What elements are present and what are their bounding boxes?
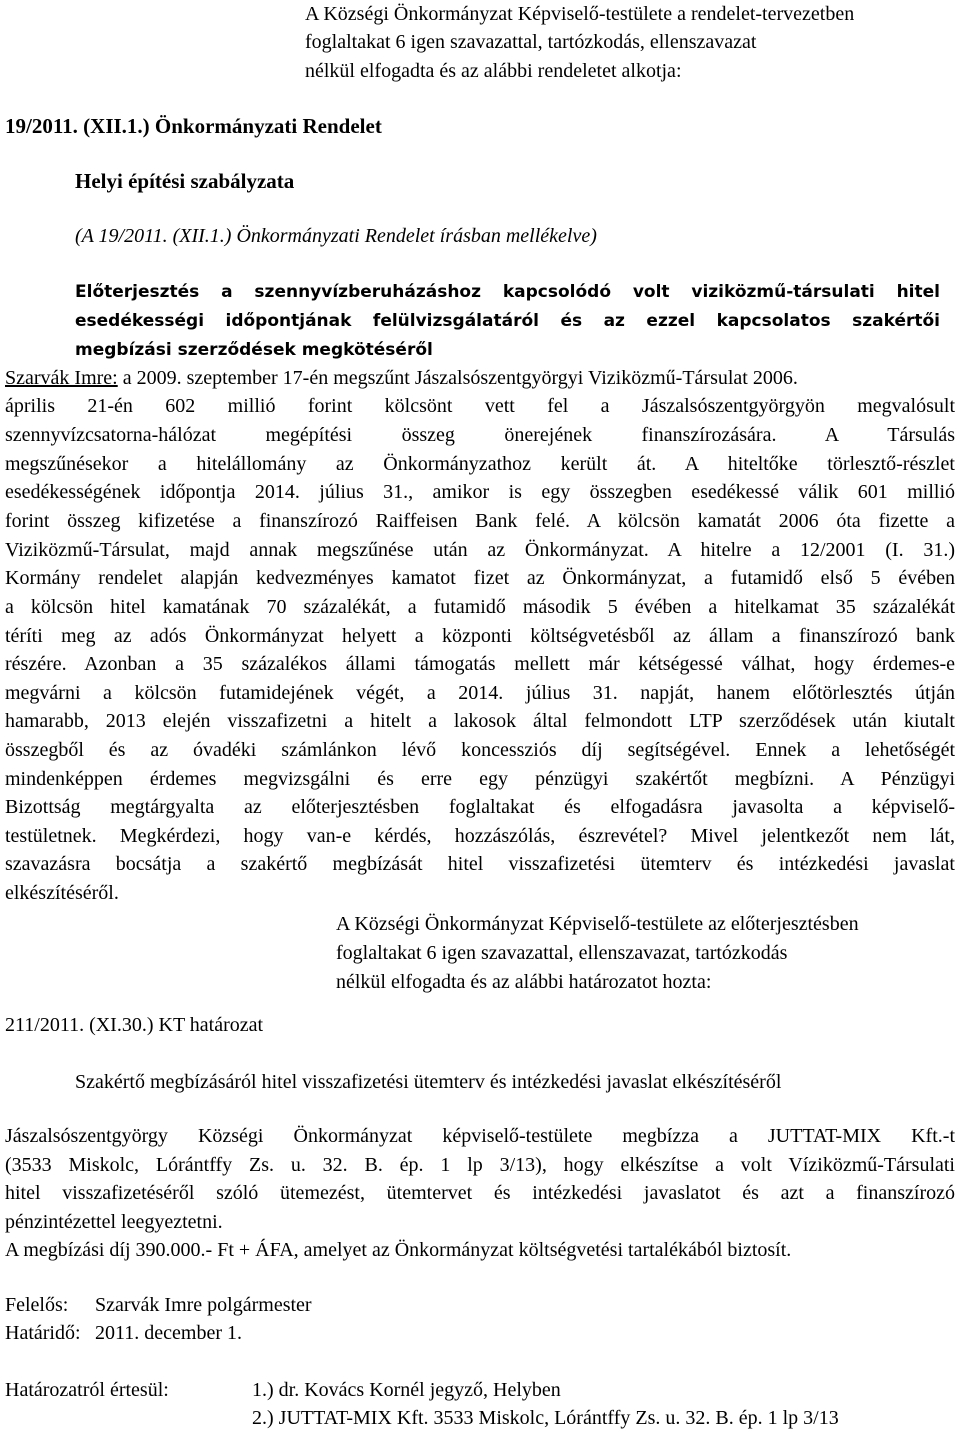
notify-label: Határozatról értesül: (5, 1379, 169, 1401)
vote-line-1: A Községi Önkormányzat Képviselő-testülete az előterjesztésben (336, 913, 859, 935)
proposal-heading-line-2: esedékességi időpontjának felülvizsgálatáról és az ezzel kapcsolatos szakértői (75, 311, 940, 331)
body-line-2: szennyvízcsatorna-hálózat megépítési összeg önerejének finanszírozására. A Társulás (5, 424, 955, 446)
resolution-number: 211/2011. (XI.30.) KT határozat (5, 1014, 264, 1036)
body-line-12: hamarabb, 2013 elején visszafizetni a hitelt a lakosok által felmondott LTP szerződések után kiutalt (5, 710, 955, 732)
responsible-label: Felelős: (5, 1294, 69, 1316)
body-line-1: április 21-én 602 millió forint kölcsönt vett fel a Jászalsószentgyörgyön megvalósult (5, 395, 955, 417)
notify-item-2: 2.) JUTTAT-MIX Kft. 3533 Miskolc, Lórántffy Zs. u. 32. B. ép. 1 lp 3/13 (252, 1407, 839, 1429)
body-line-4: esedékességének időpontja 2014. július 31., amikor is egy összegben esedékessé válik 601 millió (5, 481, 955, 503)
deadline-value: 2011. december 1. (95, 1322, 242, 1344)
speaker-line (5, 368, 798, 388)
intro-line-1: A Községi Önkormányzat Képviselő-testülete a rendelet-tervezetben (305, 3, 855, 25)
proposal-heading-line-1: Előterjesztés a szennyvízberuházáshoz kapcsolódó volt viziközmű-társulati hitel (75, 282, 940, 302)
decree-title: 19/2011. (XII.1.) Önkormányzati Rendelet (5, 114, 382, 138)
body-line-7: Kormány rendelet alapján kedvezményes kamatot fizet az Önkormányzat, a futamidő első 5 évében (5, 567, 955, 589)
body-line-6: Viziközmű-Társulat, majd annak megszűnése után az Önkormányzat. A hitelre a 12/2001 (I. 31.) (5, 539, 955, 561)
body-line-3: megszűnésekor a hitelállomány az Önkormányzathoz került át. A hiteltőke törlesztő-részlet (5, 453, 955, 475)
resolution-line-2: (3533 Miskolc, Lórántffy Zs. u. 32. B. ép. 1 lp 3/13), hogy elkészítse a volt Víziközmű-Társulati (5, 1154, 955, 1176)
intro-line-3: nélkül elfogadta és az alábbi rendeletet alkotja: (305, 60, 682, 82)
body-line-16: testületnek. Megkérdezi, hogy van-e kérdés, hozzászólás, észrevétel? Mivel jelentkezőt nem lát, (5, 825, 955, 847)
body-line-10: részére. Azonban a 35 százalékos állami támogatás mellett már kétségessé válhat, hogy érdemes-e (5, 653, 955, 675)
body-line-18: elkészítéséről. (5, 882, 119, 904)
body-line-15: Bizottság megtárgyalta az előterjesztésben foglaltakat és elfogadásra javasolta a képviselő- (5, 796, 955, 818)
body-line-8: a kölcsön hitel kamatának 70 százalékát, a futamidő második 5 évében a hitelkamat 35 százalékát (5, 596, 955, 618)
body-line-9: téríti meg az adós Önkormányzat helyett a központi költségvetésből az állam a finanszírozó bank (5, 625, 955, 647)
responsible-value: Szarvák Imre polgármester (95, 1294, 312, 1316)
body-line-14: mindenképpen érdemes megvizsgálni és erre egy pénzügyi szakértőt megbízni. A Pénzügyi (5, 768, 955, 790)
body-line-11: megvárni a kölcsön futamidejének végét, a 2014. július 31. napját, hanem előtörlesztés útján (5, 682, 955, 704)
resolution-line-3: hitel visszafizetéséről szóló ütemezést, ütemtervet és intézkedési javaslatot és azt a finanszírozó (5, 1182, 955, 1204)
intro-line-2: foglaltakat 6 igen szavazattal, tartózkodás, ellenszavazat (305, 31, 757, 53)
body-line-17: szavazásra bocsátja a szakértő megbízását hitel visszafizetési ütemterv és intézkedési javaslat (5, 853, 955, 875)
vote-line-3: nélkül elfogadta és az alábbi határozatot hozta: (336, 971, 712, 993)
proposal-heading-line-3: megbízási szerződések megkötéséről (75, 340, 433, 360)
resolution-fee: A megbízási díj 390.000.- Ft + ÁFA, amelyet az Önkormányzat költségvetési tartalékából biztosít. (5, 1239, 792, 1261)
speaker-text: a 2009. szeptember 17-én megszűnt Jászalsószentgyörgyi Viziközmű-Társulat 2006. (117, 367, 798, 389)
resolution-line-4: pénzintézettel leegyeztetni. (5, 1211, 223, 1233)
resolution-title: Szakértő megbízásáról hitel visszafizetési ütemterv és intézkedési javaslat elkészítéséről (75, 1071, 782, 1093)
body-line-13: összegből és az óvadéki számlánkon lévő koncessziós díj segítségével. Ennek a lehetőségét (5, 739, 955, 761)
deadline-label: Határidő: (5, 1322, 81, 1344)
speaker-name: Szarvák Imre: (5, 367, 118, 389)
decree-subtitle: Helyi építési szabályzata (75, 169, 295, 193)
body-line-5: forint összeg kifizetése a finanszírozó Raiffeisen Bank felé. A kölcsön kamatát 2006 óta fizette a (5, 510, 955, 532)
notify-item-1: 1.) dr. Kovács Kornél jegyző, Helyben (252, 1379, 561, 1401)
decree-note: (A 19/2011. (XII.1.) Önkormányzati Rendelet írásban mellékelve) (75, 225, 597, 247)
vote-line-2: foglaltakat 6 igen szavazattal, ellenszavazat, tartózkodás (336, 942, 788, 964)
resolution-line-1: Jászalsószentgyörgy Községi Önkormányzat képviselő-testülete megbízza a JUTTAT-MIX Kft.-t (5, 1125, 955, 1147)
